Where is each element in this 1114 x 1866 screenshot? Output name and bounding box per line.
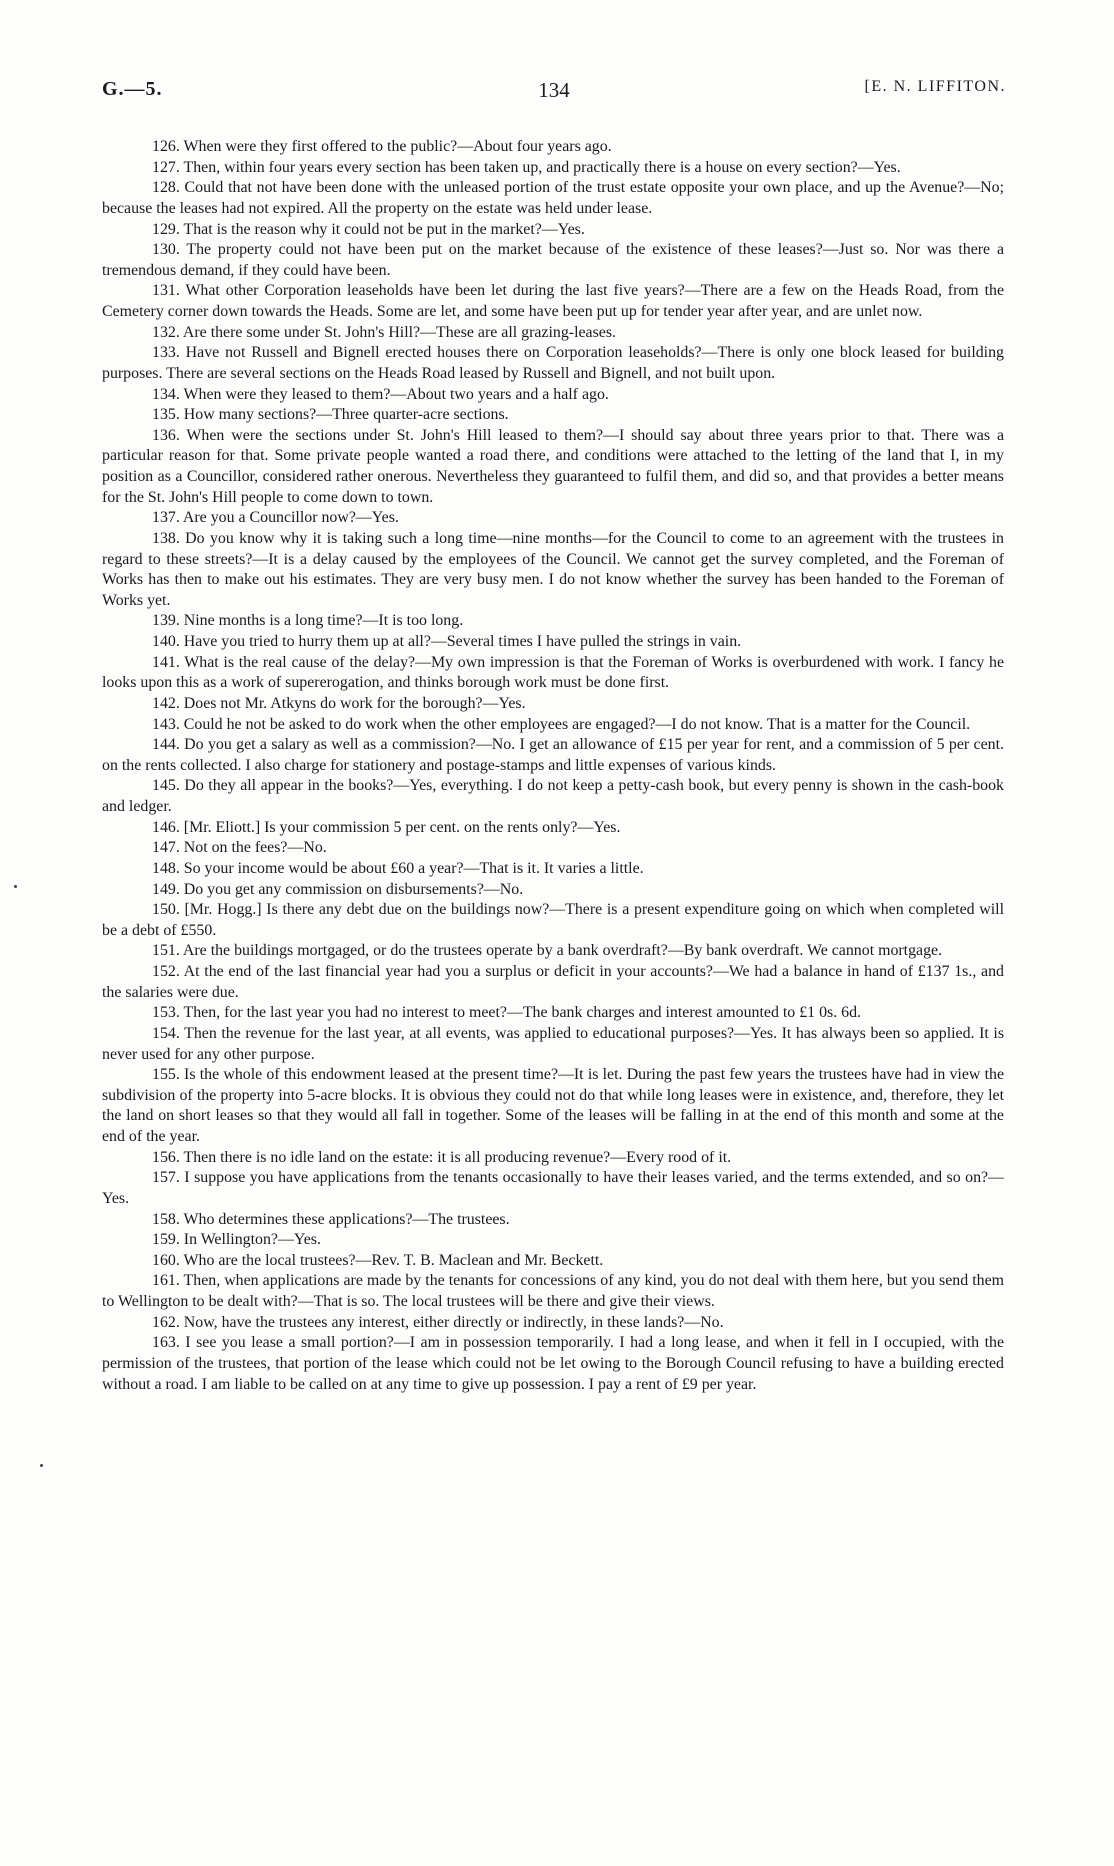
- question-answer-paragraph: 136. When were the sections under St. John's Hill leased to them?—I should say about three years prior to that. There was a particular reason for that. Some private people wanted a road there, and conditions were attached to the letting of the land that I, in my position as a Councillor, considered rather onerous. Nevertheless they guaranteed to fulfil them, and did so, and that provides a better means for the St. John's Hill people to come down to town.: [102, 426, 1004, 506]
- stray-mark: [40, 1464, 43, 1467]
- question-answer-paragraph: 128. Could that not have been done with the unleased portion of the trust estate opposite your own place, and up the Avenue?—No; because the leases had not expired. All the property on the estate was held under lease.: [102, 179, 1004, 217]
- question-answer-paragraph: 141. What is the real cause of the delay?—My own impression is that the Foreman of Works is overburdened with work. I fancy he looks upon this as a work of supererogation, and thinks borough work must be done first.: [102, 653, 1004, 692]
- question-answer-paragraph: 126. When were they first offered to the public?—About four years ago.: [152, 138, 612, 155]
- question-answer-paragraph: 132. Are there some under St. John's Hill?—These are all grazing-leases.: [152, 323, 616, 341]
- question-answer-paragraph: 152. At the end of the last financial year had you a surplus or deficit in your accounts?—We had a balance in hand of £137 1s., and the salaries were due.: [102, 963, 1004, 1001]
- question-answer-paragraph: 147. Not on the fees?—No.: [152, 839, 327, 857]
- question-answer-paragraph: 142. Does not Mr. Atkyns do work for the borough?—Yes.: [152, 694, 526, 712]
- question-answer-paragraph: 151. Are the buildings mortgaged, or do the trustees operate by a bank overdraft?—By bank overdraft. We cannot mortgage.: [152, 942, 943, 960]
- question-answer-paragraph: 155. Is the whole of this endowment leased at the present time?—It is let. During the past few years the trustees have had in view the subdivision of the property into 5-acre blocks. It is obvious they could not do that while long leases were in existence, and, therefore, they let the land on short leases so that they would all fall in together. Some of the leases will be falling in at the end of this month and some at the end of the year.: [102, 1066, 1004, 1145]
- question-answer-paragraph: 127. Then, within four years every section has been taken up, and practically there is a house on every section?—Yes.: [152, 158, 901, 176]
- question-answer-paragraph: 149. Do you get any commission on disbursements?—No.: [152, 880, 524, 898]
- question-answer-paragraph: 134. When were they leased to them?—About two years and a half ago.: [152, 385, 609, 403]
- question-answer-paragraph: 145. Do they all appear in the books?—Yes, everything. I do not keep a petty-cash book, but every penny is shown in the cash-book and ledger.: [102, 777, 1004, 815]
- question-answer-paragraph: 157. I suppose you have applications from the tenants occasionally to have their leases varied, and the terms extended, and so on?—Yes.: [102, 1169, 1004, 1207]
- question-answer-paragraph: 148. So your income would be about £60 a year?—That is it. It varies a little.: [152, 859, 644, 877]
- page-body: [102, 137, 1004, 1395]
- question-answer-paragraph: 133. Have not Russell and Bignell erected houses there on Corporation leaseholds?—There is only one block leased for building purposes. There are several sections on the Heads Road leased by Russell and Bignell, and not built upon.: [102, 344, 1004, 382]
- question-answer-paragraph: 138. Do you know why it is taking such a long time—nine months—for the Council to come to an agreement with the trustees in regard to these streets?—It is a delay caused by the employees of the Council. We cannot get the survey completed, and the Foreman of Works has then to make out his estimates. They are very busy men. I do not know whether the survey has been handed to the Foreman of Works yet.: [102, 529, 1004, 609]
- question-answer-paragraph: 144. Do you get a salary as well as a commission?—No. I get an allowance of £15 per year for rent, and a commission of 5 per cent. on the rents collected. I also charge for stationery and postage-stamps and little expenses of various kinds.: [102, 736, 1004, 774]
- question-answer-paragraph: 135. How many sections?—Three quarter-acre sections.: [152, 406, 509, 424]
- question-answer-paragraph: 153. Then, for the last year you had no interest to meet?—The bank charges and interest amounted to £1 0s. 6d.: [152, 1004, 862, 1022]
- question-answer-paragraph: 139. Nine months is a long time?—It is too long.: [152, 612, 464, 630]
- stray-mark: [14, 885, 17, 888]
- question-answer-paragraph: 140. Have you tried to hurry them up at all?—Several times I have pulled the strings in vain.: [152, 633, 742, 650]
- page-header: [102, 78, 1006, 110]
- question-answer-paragraph: 160. Who are the local trustees?—Rev. T. B. Maclean and Mr. Beckett.: [152, 1251, 604, 1269]
- question-answer-paragraph: 129. That is the reason why it could not be put in the market?—Yes.: [152, 220, 585, 238]
- question-answer-paragraph: 158. Who determines these applications?—The trustees.: [152, 1210, 510, 1228]
- question-answer-paragraph: 156. Then there is no idle land on the estate: it is all producing revenue?—Every rood of it.: [152, 1148, 732, 1166]
- question-answer-paragraph: 150. [Mr. Hogg.] Is there any debt due on the buildings now?—There is a present expenditure going on which when completed will be a debt of £550.: [102, 901, 1004, 939]
- question-answer-paragraph: 162. Now, have the trustees any interest, either directly or indirectly, in these lands?—No.: [152, 1313, 724, 1331]
- question-answer-paragraph: 163. I see you lease a small portion?—I am in possession temporarily. I had a long lease, and when it fell in I occupied, with the permission of the trustees, that portion of the lease which could not be let owing to the Borough Council refusing to have a building erected without a road. I am liable to be called on at any time to give up possession. I pay a rent of £9 per year.: [102, 1334, 1004, 1393]
- question-answer-paragraph: 143. Could he not be asked to do work when the other employees are engaged?—I do not know. That is a matter for the Council.: [152, 715, 971, 733]
- header-left-code: G.—5.: [102, 78, 163, 100]
- question-answer-paragraph: 154. Then the revenue for the last year, at all events, was applied to educational purposes?—Yes. It has always been so applied. It is never used for any other purpose.: [102, 1024, 1004, 1063]
- question-answer-paragraph: 137. Are you a Councillor now?—Yes.: [152, 509, 399, 527]
- question-answer-paragraph: 131. What other Corporation leaseholds have been let during the last five years?—There are a few on the Heads Road, from the Cemetery corner down towards the Heads. Some are let, and some have been put up for tender year after year, and are unlet now.: [102, 282, 1004, 320]
- question-answer-paragraph: 146. [Mr. Eliott.] Is your commission 5 per cent. on the rents only?—Yes.: [152, 818, 621, 836]
- question-answer-paragraph: 161. Then, when applications are made by the tenants for concessions of any kind, you do not deal with them here, but you send them to Wellington to be dealt with?—That is so. The local trustees will be there and give their views.: [102, 1272, 1004, 1310]
- question-answer-paragraph: 130. The property could not have been put on the market because of the existence of these leases?—Just so. Nor was there a tremendous demand, if they could have been.: [102, 241, 1004, 279]
- page-number: 134: [538, 78, 570, 102]
- question-answer-paragraph: 159. In Wellington?—Yes.: [152, 1231, 321, 1249]
- header-right-name: [E. N. LIFFITON.: [864, 78, 1006, 95]
